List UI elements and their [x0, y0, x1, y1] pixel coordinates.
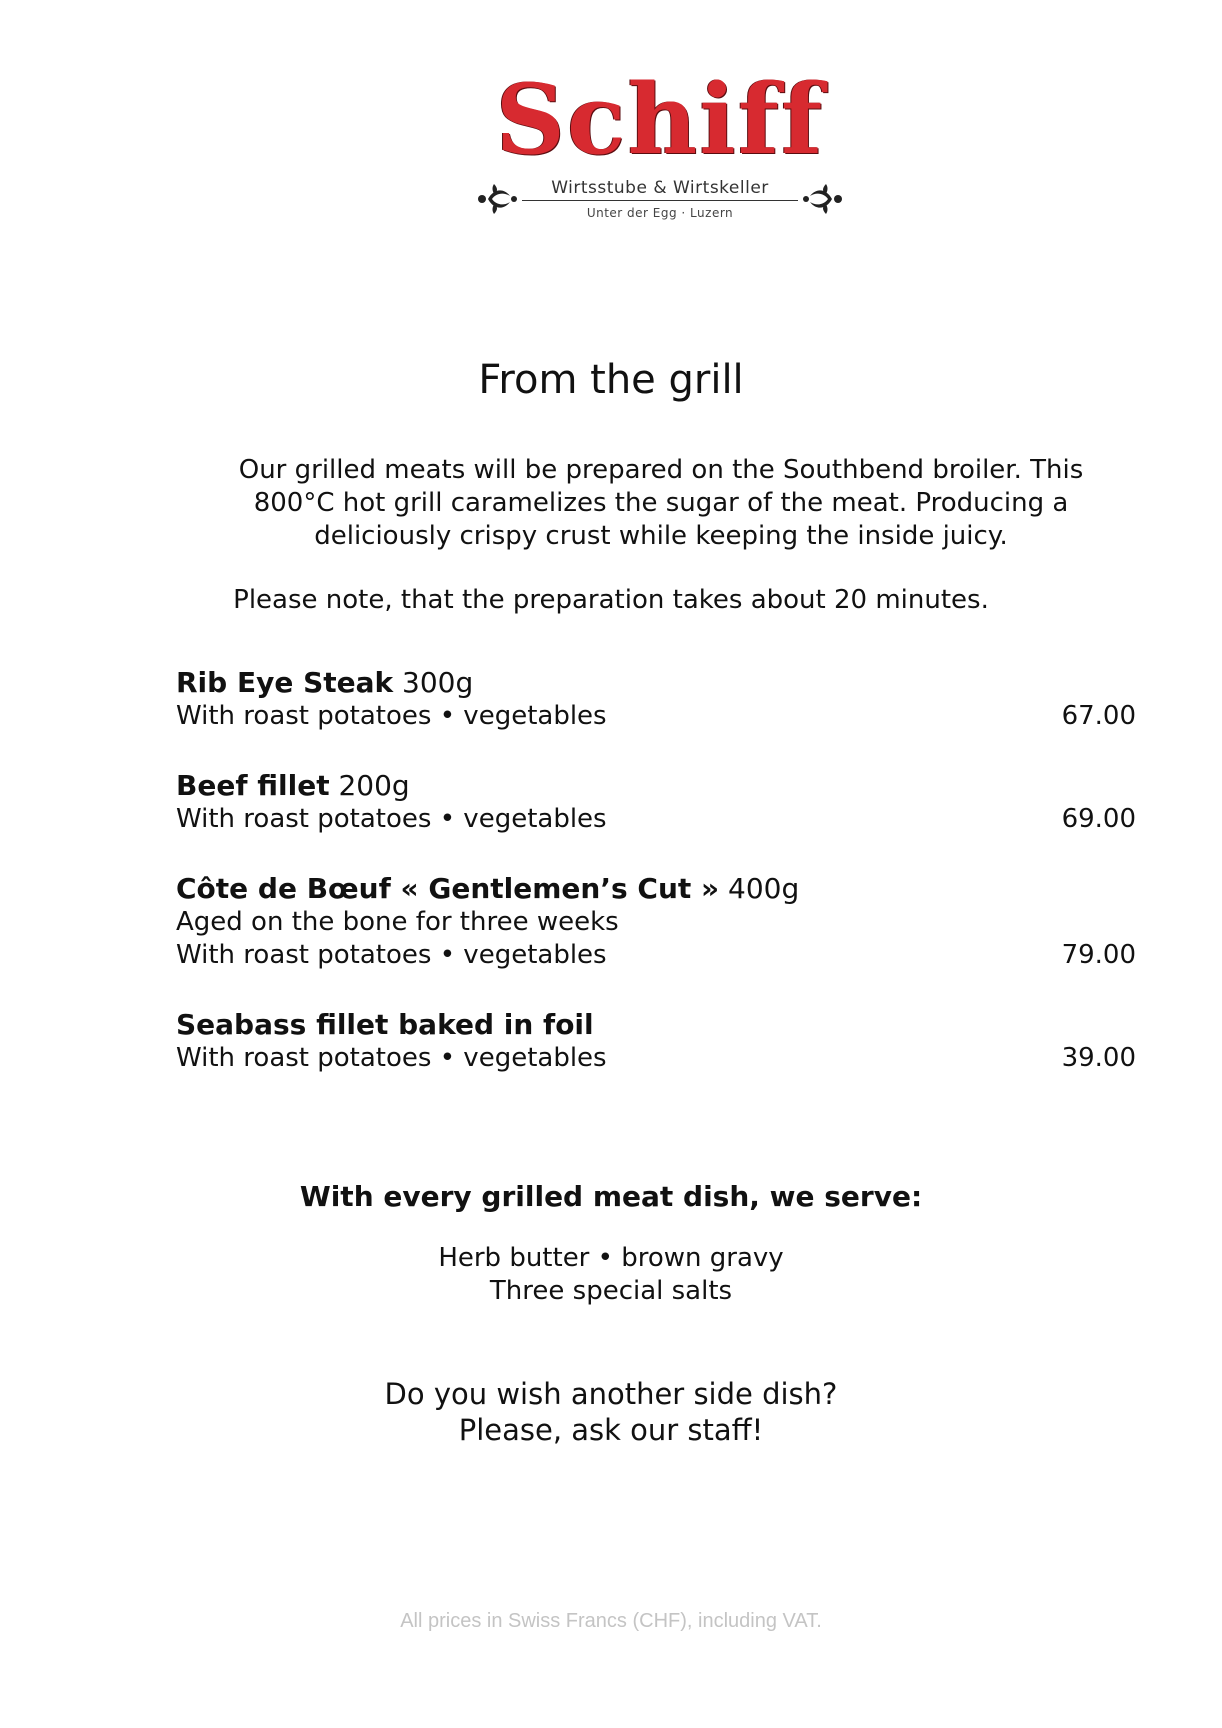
- menu-item-rib-eye: [176, 666, 1136, 733]
- side-dish-question: Do you wish another side dish?: [384, 1377, 838, 1411]
- side-dish-prompt: [0, 1376, 1222, 1448]
- served-with-list: [0, 1242, 1222, 1308]
- flourish-right-icon: [800, 176, 846, 222]
- restaurant-logo: [470, 63, 850, 238]
- menu-item-cote-de-boeuf: [176, 872, 1136, 972]
- served-with-item: Herb butter • brown gravy: [438, 1243, 784, 1273]
- dish-weight: 200g: [338, 769, 410, 802]
- dish-price: 79.00: [1061, 940, 1136, 970]
- dish-price: 39.00: [1061, 1043, 1136, 1073]
- dish-name: Beef fillet: [176, 769, 330, 802]
- dish-price: 69.00: [1061, 804, 1136, 834]
- dish-side: With roast potatoes • vegetables: [176, 1043, 607, 1073]
- dish-price: 67.00: [1061, 701, 1136, 731]
- dish-name: Seabass fillet baked in foil: [176, 1008, 594, 1041]
- logo-location: Unter der Egg · Luzern: [586, 206, 734, 220]
- price-footnote: All prices in Swiss Francs (CHF), including VAT.: [400, 1610, 822, 1632]
- dish-name: Rib Eye Steak: [176, 666, 394, 699]
- menu-item-seabass: [176, 1008, 1136, 1075]
- flourish-left-icon: [474, 176, 520, 222]
- intro-line: 800°C hot grill caramelizes the sugar of the meat. Producing a: [253, 488, 1069, 518]
- dish-name: Côte de Bœuf « Gentlemen’s Cut »: [176, 872, 720, 905]
- menu-item-beef-fillet: [176, 769, 1136, 836]
- intro-paragraph: [150, 454, 1172, 553]
- logo-divider: [522, 200, 798, 201]
- logo-wordmark: Schiff: [495, 63, 825, 176]
- dish-weight: 300g: [402, 666, 474, 699]
- intro-line: Our grilled meats will be prepared on the Southbend broiler. This: [238, 455, 1084, 485]
- ask-staff-line: Please, ask our staff!: [458, 1413, 764, 1447]
- dish-description: Aged on the bone for three weeks: [176, 907, 619, 937]
- dish-side: With roast potatoes • vegetables: [176, 940, 607, 970]
- dish-weight: 400g: [728, 872, 800, 905]
- served-with-heading: With every grilled meat dish, we serve:: [299, 1180, 923, 1213]
- preparation-note: Please note, that the preparation takes about 20 minutes.: [233, 585, 989, 615]
- logo-tagline: Wirtsstube & Wirtskeller: [551, 178, 769, 198]
- served-with-item: Three special salts: [489, 1276, 733, 1306]
- dish-side: With roast potatoes • vegetables: [176, 701, 607, 731]
- page-title: From the grill: [478, 357, 744, 403]
- intro-line: deliciously crispy crust while keeping the inside juicy.: [314, 521, 1008, 551]
- dish-side: With roast potatoes • vegetables: [176, 804, 607, 834]
